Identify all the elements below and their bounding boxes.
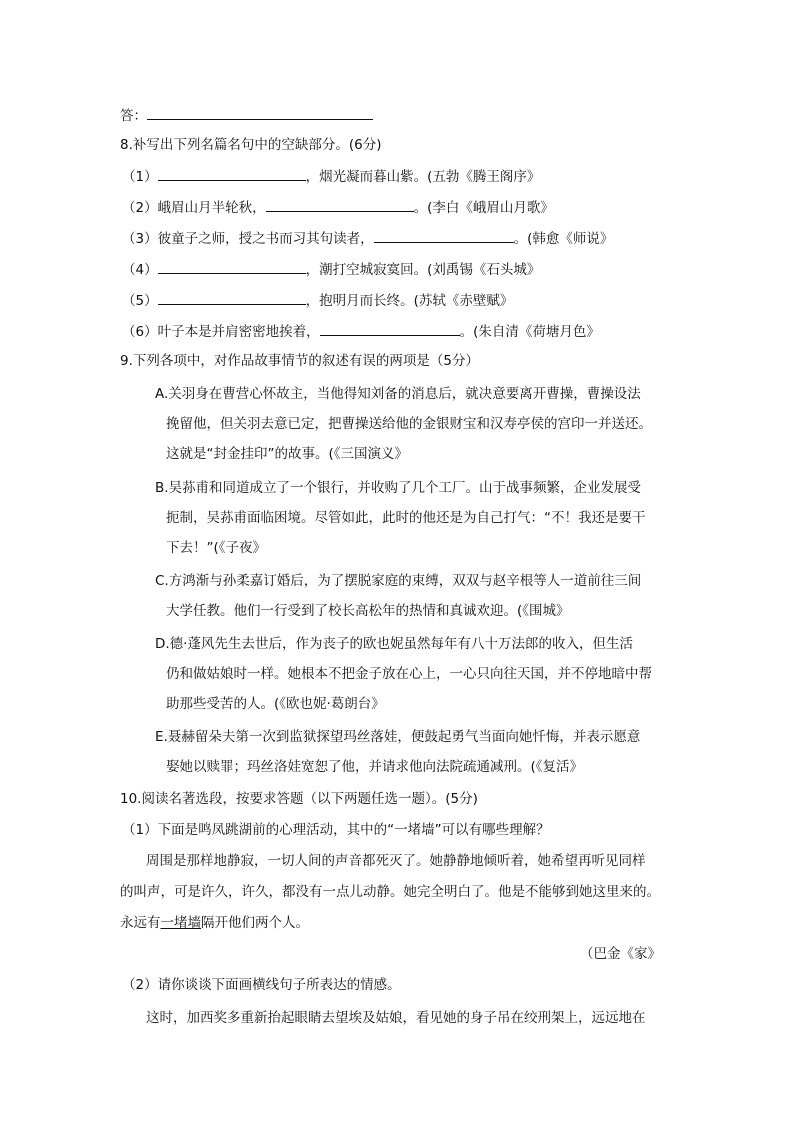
q9-option-c-line-2: 大学任教。他们一行受到了校长高松年的热情和真诚欢迎。(《围城》 <box>166 603 570 619</box>
item-text: ，抱明月而长终。(苏轼《赤壁赋》 <box>305 293 514 309</box>
item-text: 。(朱自清《荷塘月色》 <box>459 324 600 340</box>
q8-item-3 <box>122 227 613 249</box>
q9-option-d-line-3: 助那些受苦的人。(《欧也妮·葛朗台》 <box>166 696 385 712</box>
q10-sub1: （1）下面是鸣凤跳湖前的心理活动，其中的“一堵墙”可以有哪些理解？ <box>122 822 550 838</box>
fill-blank[interactable] <box>320 320 460 336</box>
q10-source: （巴金《家》 <box>580 946 661 962</box>
item-number: （6） <box>122 324 158 340</box>
answer-line <box>120 104 373 126</box>
q10-passage-line-4: 这时，加西奖多重新抬起眼睛去望埃及姑娘，看见她的身子吊在绞刑架上，远远地在 <box>146 1010 646 1026</box>
q8-item-4 <box>122 258 540 280</box>
fill-blank[interactable] <box>158 289 306 305</box>
item-text: ，潮打空城寂寞回。(刘禹锡《石头城》 <box>305 262 541 278</box>
item-number: （3） <box>122 231 158 247</box>
q10-title: 10.阅读名著选段，按要求答题（以下两题任选一题）。(5分) <box>120 791 478 807</box>
item-text: 。(韩愈《师说》 <box>513 231 614 247</box>
fill-blank[interactable] <box>158 165 306 181</box>
item-text: 峨眉山月半轮秋， <box>157 200 266 216</box>
item-number: （1） <box>122 169 158 185</box>
q9-option-a-line-1: A.关羽身在曹营心怀故主，当他得知刘备的消息后，就决意要离开曹操，曹操设法 <box>155 386 641 402</box>
q9-option-b-line-2: 扼制，吴荪甫面临困境。尽管如此，此时的他还是为自己打气：“不！我还是要干 <box>166 510 646 526</box>
item-text: 彼童子之师，授之书而习其句读者， <box>157 231 374 247</box>
q9-option-a-line-2: 挽留他，但关羽去意已定，把曹操送给他的金银财宝和汉寿亭侯的宫印一并送还。 <box>166 416 652 432</box>
q9-option-a-line-3: 这就是“封金挂印”的故事。(《三国演义》 <box>166 446 409 462</box>
q9-option-e-line-1: E.聂赫留朵夫第一次到监狱探望玛丝落娃，便鼓起勇气当面向她忏悔，并表示愿意 <box>155 729 641 745</box>
q9-option-c-line-1: C.方鸿渐与孙柔嘉订婚后，为了摆脱家庭的束缚，双双与赵辛根等人一道前往三间 <box>155 573 642 589</box>
q8-item-1 <box>122 165 540 187</box>
underlined-phrase: 一堵墙 <box>160 915 201 931</box>
answer-label: 答： <box>120 108 147 124</box>
q8-title: 8.补写出下列名篇名句中的空缺部分。(6分) <box>120 137 382 153</box>
q9-option-e-line-2: 娶她以赎罪；玛丝洛娃宽恕了他，并请求他向法院疏通减刑。(《复活》 <box>166 759 584 775</box>
q8-item-6 <box>122 320 600 342</box>
q9-option-d-line-1: D.德·蓬风先生去世后，作为丧子的欧也妮虽然每年有八十万法郎的收入，但生活 <box>155 636 633 652</box>
passage-text: 隔开他们两个人。 <box>201 915 309 931</box>
fill-blank[interactable] <box>374 227 514 243</box>
q10-passage-line-3 <box>120 913 309 933</box>
q9-option-d-line-2: 仍和做姑娘时一样。她根本不把金子放在心上，一心只向往天国，并不停地暗中帮 <box>166 666 652 682</box>
q9-title: 9.下列各项中，对作品故事情节的叙述有误的两项是（5分） <box>120 353 479 369</box>
passage-text: 永远有 <box>120 915 161 931</box>
item-number: （5） <box>122 293 158 309</box>
q8-item-5 <box>122 289 513 311</box>
fill-blank[interactable] <box>158 258 306 274</box>
q10-passage-line-1: 周围是那样地静寂，一切人间的声音都死灭了。她静静地倾听着，她希望再听见同样 <box>146 853 646 869</box>
fill-blank[interactable] <box>266 196 414 212</box>
q9-option-b-line-1: B.吴荪甫和同道成立了一个银行，并收购了几个工厂。山于战事频繁，企业发展受 <box>155 480 642 496</box>
item-text: ，烟光凝而暮山紫。(五勃《腾王阁序》 <box>305 169 541 185</box>
answer-blank[interactable] <box>147 104 373 120</box>
item-text: 。(李白《峨眉山月歌》 <box>413 200 554 216</box>
item-number: （2） <box>122 200 158 216</box>
q10-sub2: （2）请你谈谈下面画横线句子所表达的情感。 <box>122 977 401 993</box>
item-number: （4） <box>122 262 158 278</box>
q10-passage-line-2: 的叫声，可是许久，许久，都没有一点儿动静。她完全明白了。他是不能够到她这里来的。 <box>120 884 660 900</box>
q8-item-2 <box>122 196 554 218</box>
q9-option-b-line-3: 下去！”(《子夜》 <box>166 540 267 556</box>
item-text: 叶子本是并肩密密地挨着， <box>157 324 320 340</box>
